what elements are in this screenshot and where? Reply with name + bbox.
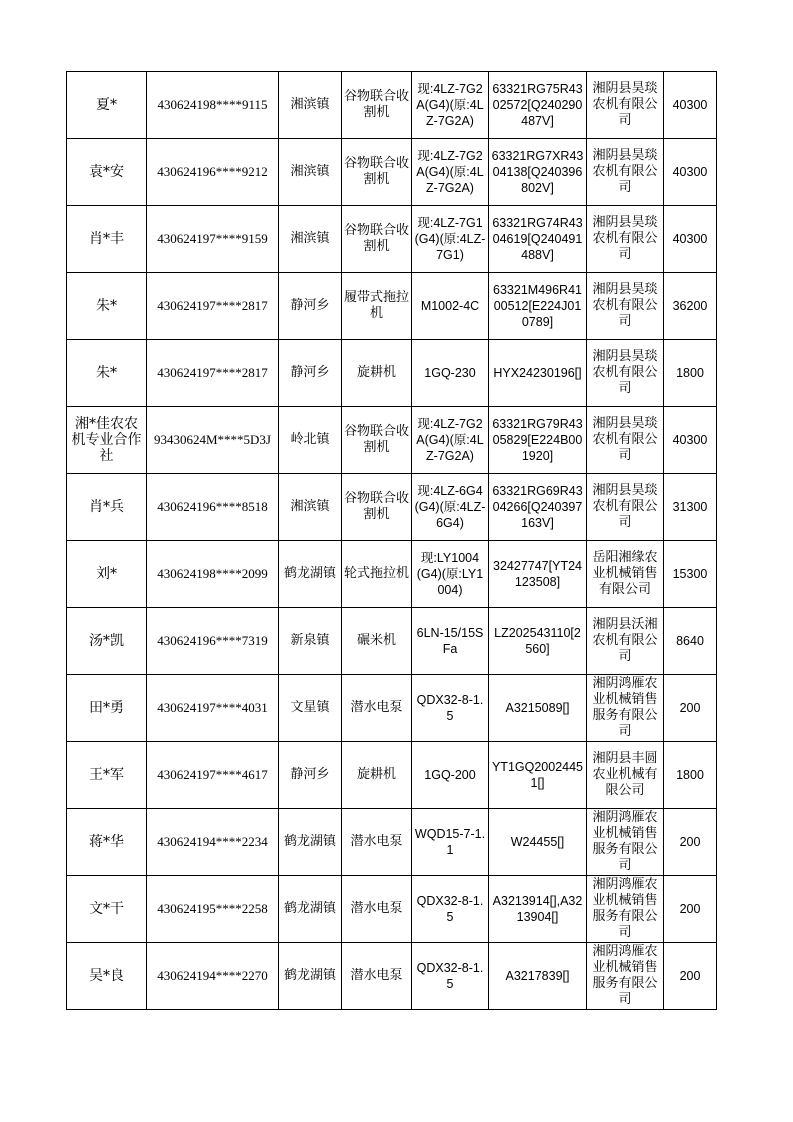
table-row bbox=[67, 742, 717, 809]
model-cell: WQD15-7-1.1 bbox=[412, 809, 489, 876]
town-cell: 岭北镇 bbox=[279, 407, 342, 474]
subsidy-amount-cell: 15300 bbox=[664, 541, 717, 608]
town-cell: 湘滨镇 bbox=[279, 72, 342, 139]
town-cell: 静河乡 bbox=[279, 273, 342, 340]
machine-type-cell: 潜水电泵 bbox=[342, 675, 412, 742]
recipient-name-cell: 袁*安 bbox=[67, 139, 147, 206]
town-cell: 静河乡 bbox=[279, 742, 342, 809]
recipient-name-cell: 肖*丰 bbox=[67, 206, 147, 273]
machine-type-cell: 履带式拖拉机 bbox=[342, 273, 412, 340]
town-cell: 静河乡 bbox=[279, 340, 342, 407]
table-row bbox=[67, 809, 717, 876]
seller-cell: 湘阴县丰圆农业机械有限公司 bbox=[587, 742, 664, 809]
subsidy-amount-cell: 200 bbox=[664, 943, 717, 1010]
id-number-cell: 430624196****7319 bbox=[147, 608, 279, 675]
town-cell: 鹤龙湖镇 bbox=[279, 876, 342, 943]
subsidy-amount-cell: 200 bbox=[664, 675, 717, 742]
id-number-cell: 430624197****2817 bbox=[147, 273, 279, 340]
machine-type-cell: 潜水电泵 bbox=[342, 876, 412, 943]
town-cell: 湘滨镇 bbox=[279, 206, 342, 273]
seller-cell: 湘阴县昊琰农机有限公司 bbox=[587, 139, 664, 206]
serial-number-cell: 63321RG69R4304266[Q240397163V] bbox=[489, 474, 587, 541]
table-row bbox=[67, 407, 717, 474]
recipient-name-cell: 汤*凯 bbox=[67, 608, 147, 675]
subsidy-table bbox=[66, 71, 717, 1010]
town-cell: 鹤龙湖镇 bbox=[279, 943, 342, 1010]
recipient-name-cell: 朱* bbox=[67, 340, 147, 407]
table-row bbox=[67, 72, 717, 139]
table-row bbox=[67, 608, 717, 675]
machine-type-cell: 轮式拖拉机 bbox=[342, 541, 412, 608]
recipient-name-cell: 夏* bbox=[67, 72, 147, 139]
seller-cell: 湘阴县昊琰农机有限公司 bbox=[587, 72, 664, 139]
seller-cell: 湘阴县昊琰农机有限公司 bbox=[587, 474, 664, 541]
recipient-name-cell: 王*军 bbox=[67, 742, 147, 809]
machine-type-cell: 碾米机 bbox=[342, 608, 412, 675]
id-number-cell: 430624197****2817 bbox=[147, 340, 279, 407]
table-row bbox=[67, 340, 717, 407]
seller-cell: 湘阴鸿雁农业机械销售服务有限公司 bbox=[587, 876, 664, 943]
id-number-cell: 93430624M****5D3J bbox=[147, 407, 279, 474]
machine-type-cell: 潜水电泵 bbox=[342, 943, 412, 1010]
town-cell: 文星镇 bbox=[279, 675, 342, 742]
recipient-name-cell: 田*勇 bbox=[67, 675, 147, 742]
seller-cell: 湘阴县昊琰农机有限公司 bbox=[587, 407, 664, 474]
serial-number-cell: 32427747[YT24123508] bbox=[489, 541, 587, 608]
model-cell: 现:4LZ-6G4(G4)(原:4LZ-6G4) bbox=[412, 474, 489, 541]
seller-cell: 湘阴鸿雁农业机械销售服务有限公司 bbox=[587, 675, 664, 742]
serial-number-cell: W24455[] bbox=[489, 809, 587, 876]
serial-number-cell: 63321RG7XR4304138[Q240396802V] bbox=[489, 139, 587, 206]
id-number-cell: 430624195****2258 bbox=[147, 876, 279, 943]
table-row bbox=[67, 206, 717, 273]
machine-type-cell: 谷物联合收割机 bbox=[342, 72, 412, 139]
id-number-cell: 430624197****4617 bbox=[147, 742, 279, 809]
id-number-cell: 430624198****2099 bbox=[147, 541, 279, 608]
id-number-cell: 430624194****2270 bbox=[147, 943, 279, 1010]
subsidy-amount-cell: 1800 bbox=[664, 742, 717, 809]
table-row bbox=[67, 876, 717, 943]
town-cell: 湘滨镇 bbox=[279, 139, 342, 206]
recipient-name-cell: 文*干 bbox=[67, 876, 147, 943]
machine-type-cell: 谷物联合收割机 bbox=[342, 206, 412, 273]
recipient-name-cell: 蒋*华 bbox=[67, 809, 147, 876]
table-row bbox=[67, 675, 717, 742]
subsidy-amount-cell: 40300 bbox=[664, 139, 717, 206]
model-cell: 现:4LZ-7G2A(G4)(原:4LZ-7G2A) bbox=[412, 407, 489, 474]
serial-number-cell: 63321RG74R4304619[Q240491488V] bbox=[489, 206, 587, 273]
subsidy-amount-cell: 40300 bbox=[664, 72, 717, 139]
serial-number-cell: A3213914[],A3213904[] bbox=[489, 876, 587, 943]
subsidy-amount-cell: 36200 bbox=[664, 273, 717, 340]
recipient-name-cell: 肖*兵 bbox=[67, 474, 147, 541]
model-cell: QDX32-8-1.5 bbox=[412, 876, 489, 943]
table-row bbox=[67, 139, 717, 206]
model-cell: 1GQ-200 bbox=[412, 742, 489, 809]
subsidy-amount-cell: 1800 bbox=[664, 340, 717, 407]
seller-cell: 湘阴鸿雁农业机械销售服务有限公司 bbox=[587, 943, 664, 1010]
model-cell: 现:LY1004(G4)(原:LY1004) bbox=[412, 541, 489, 608]
machine-type-cell: 潜水电泵 bbox=[342, 809, 412, 876]
recipient-name-cell: 刘* bbox=[67, 541, 147, 608]
subsidy-amount-cell: 200 bbox=[664, 876, 717, 943]
town-cell: 湘滨镇 bbox=[279, 474, 342, 541]
seller-cell: 湘阴县昊琰农机有限公司 bbox=[587, 273, 664, 340]
seller-cell: 湘阴县沃湘农机有限公司 bbox=[587, 608, 664, 675]
recipient-name-cell: 朱* bbox=[67, 273, 147, 340]
machine-type-cell: 旋耕机 bbox=[342, 340, 412, 407]
machine-type-cell: 旋耕机 bbox=[342, 742, 412, 809]
table-row bbox=[67, 273, 717, 340]
id-number-cell: 430624197****9159 bbox=[147, 206, 279, 273]
machine-type-cell: 谷物联合收割机 bbox=[342, 407, 412, 474]
serial-number-cell: HYX24230196[] bbox=[489, 340, 587, 407]
model-cell: 现:4LZ-7G1(G4)(原:4LZ-7G1) bbox=[412, 206, 489, 273]
recipient-name-cell: 湘*佳农农机专业合作社 bbox=[67, 407, 147, 474]
serial-number-cell: A3217839[] bbox=[489, 943, 587, 1010]
model-cell: 6LN-15/15SFa bbox=[412, 608, 489, 675]
id-number-cell: 430624194****2234 bbox=[147, 809, 279, 876]
serial-number-cell: 63321M496R4100512[E224J010789] bbox=[489, 273, 587, 340]
subsidy-amount-cell: 31300 bbox=[664, 474, 717, 541]
machine-type-cell: 谷物联合收割机 bbox=[342, 474, 412, 541]
model-cell: QDX32-8-1.5 bbox=[412, 943, 489, 1010]
table-row bbox=[67, 541, 717, 608]
serial-number-cell: 63321RG79R4305829[E224B001920] bbox=[489, 407, 587, 474]
model-cell: 现:4LZ-7G2A(G4)(原:4LZ-7G2A) bbox=[412, 139, 489, 206]
town-cell: 新泉镇 bbox=[279, 608, 342, 675]
seller-cell: 湘阴县昊琰农机有限公司 bbox=[587, 340, 664, 407]
id-number-cell: 430624198****9115 bbox=[147, 72, 279, 139]
id-number-cell: 430624196****9212 bbox=[147, 139, 279, 206]
model-cell: QDX32-8-1.5 bbox=[412, 675, 489, 742]
recipient-name-cell: 吴*良 bbox=[67, 943, 147, 1010]
table-row bbox=[67, 943, 717, 1010]
seller-cell: 岳阳湘缘农业机械销售有限公司 bbox=[587, 541, 664, 608]
subsidy-amount-cell: 200 bbox=[664, 809, 717, 876]
subsidy-amount-cell: 8640 bbox=[664, 608, 717, 675]
town-cell: 鹤龙湖镇 bbox=[279, 541, 342, 608]
table-body bbox=[67, 72, 717, 1010]
id-number-cell: 430624196****8518 bbox=[147, 474, 279, 541]
serial-number-cell: 63321RG75R4302572[Q240290487V] bbox=[489, 72, 587, 139]
serial-number-cell: LZ202543110[2560] bbox=[489, 608, 587, 675]
table-row bbox=[67, 474, 717, 541]
machine-type-cell: 谷物联合收割机 bbox=[342, 139, 412, 206]
model-cell: 1GQ-230 bbox=[412, 340, 489, 407]
town-cell: 鹤龙湖镇 bbox=[279, 809, 342, 876]
subsidy-amount-cell: 40300 bbox=[664, 407, 717, 474]
serial-number-cell: YT1GQ20024451[] bbox=[489, 742, 587, 809]
serial-number-cell: A3215089[] bbox=[489, 675, 587, 742]
seller-cell: 湘阴县昊琰农机有限公司 bbox=[587, 206, 664, 273]
model-cell: M1002-4C bbox=[412, 273, 489, 340]
subsidy-amount-cell: 40300 bbox=[664, 206, 717, 273]
id-number-cell: 430624197****4031 bbox=[147, 675, 279, 742]
model-cell: 现:4LZ-7G2A(G4)(原:4LZ-7G2A) bbox=[412, 72, 489, 139]
seller-cell: 湘阴鸿雁农业机械销售服务有限公司 bbox=[587, 809, 664, 876]
